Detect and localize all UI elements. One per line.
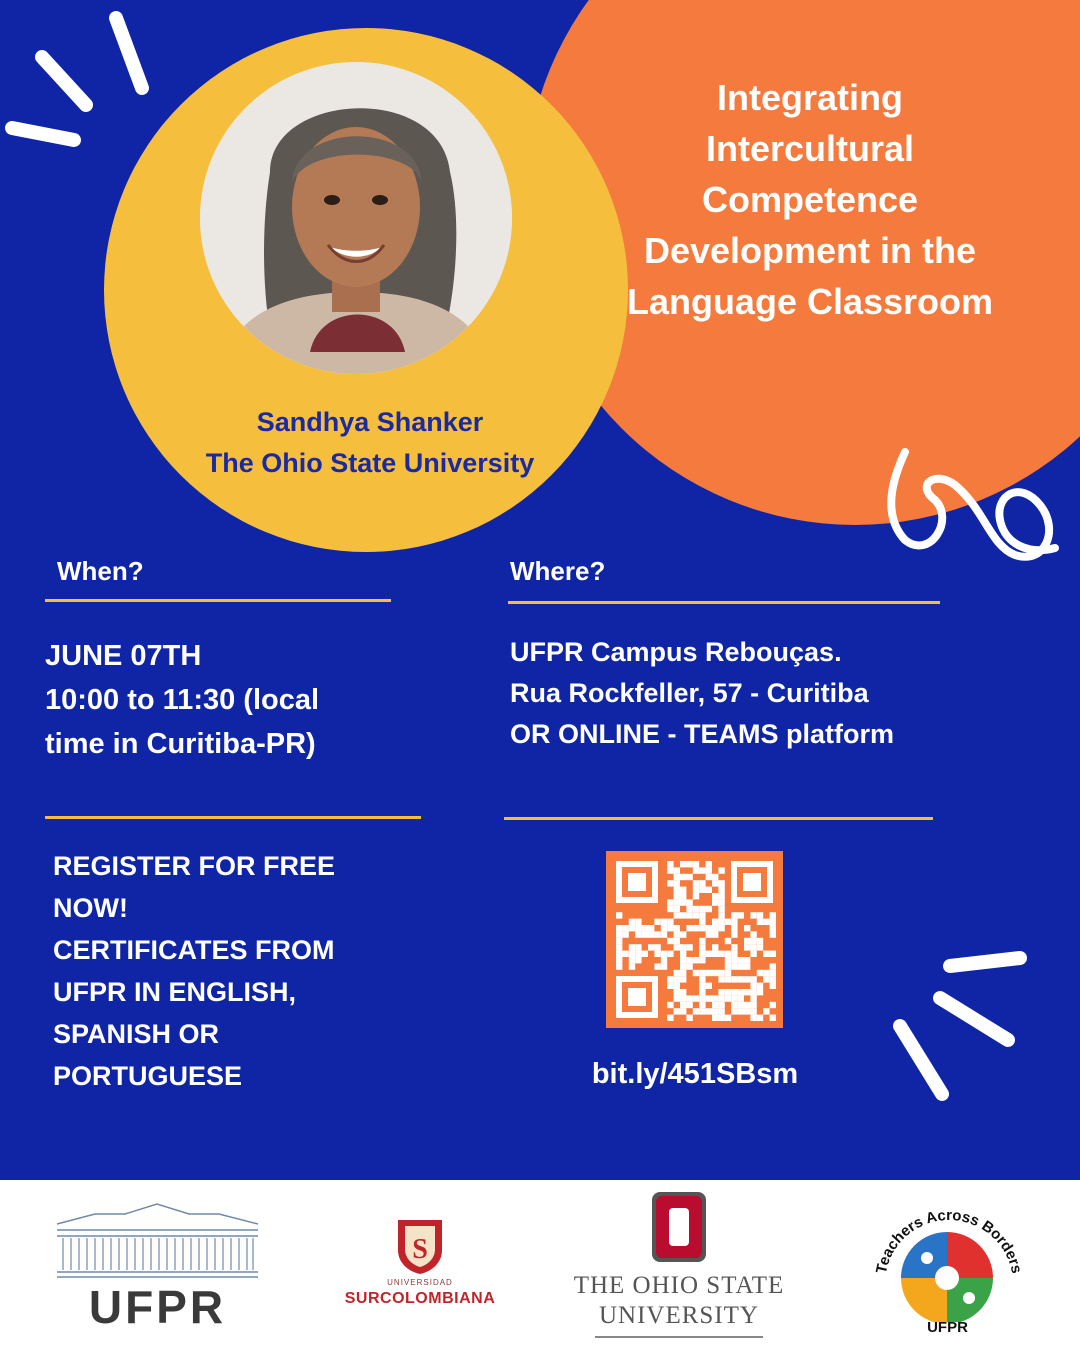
where-divider	[508, 601, 940, 604]
surcolombiana-wordmark: SURCOLOMBIANA	[344, 1290, 496, 1307]
register-line: SPANISH OR	[53, 1019, 220, 1049]
register-line: REGISTER FOR FREE	[53, 851, 336, 881]
speaker-affiliation: The Ohio State University	[205, 448, 535, 478]
where-line: UFPR Campus Rebouças.	[510, 637, 842, 667]
where-line: Rua Rockfeller, 57 - Curitiba	[510, 678, 869, 708]
ufpr-building-logo-icon	[55, 1202, 260, 1282]
where-line: OR ONLINE - TEAMS platform	[510, 719, 894, 749]
talk-title-line: Competence	[701, 179, 919, 220]
bottom-right-stroke-1	[950, 958, 1020, 966]
ufpr-logo	[55, 1202, 260, 1333]
when-divider	[45, 599, 391, 602]
sponsor-logo-bar	[0, 1180, 1080, 1350]
register-line: PORTUGUESE	[53, 1061, 243, 1091]
register-line: UFPR IN ENGLISH,	[53, 977, 297, 1007]
top-left-stroke-1	[116, 18, 142, 88]
when-line: time in Curitiba-PR)	[45, 728, 316, 760]
top-left-stroke-3	[12, 128, 74, 140]
talk-title	[590, 72, 1030, 327]
left-bottom-divider	[45, 816, 421, 819]
surcolombiana-logo	[335, 1216, 505, 1316]
register-line: CERTIFICATES FROM	[53, 935, 335, 965]
ohio-state-logo	[565, 1190, 793, 1340]
talk-title-line: Language Classroom	[626, 281, 994, 322]
ohio-state-wordmark-line2: UNIVERSITY	[599, 1302, 759, 1329]
top-left-stroke-2	[42, 57, 86, 105]
register-line: NOW!	[53, 893, 128, 923]
speaker-portrait-illustration	[200, 62, 512, 374]
speaker-name: Sandhya Shanker	[256, 407, 484, 437]
when-line: JUNE 07TH	[45, 640, 202, 672]
talk-title-line: Development in the	[643, 230, 977, 271]
when-details	[45, 634, 319, 766]
right-bottom-divider	[504, 817, 933, 820]
when-heading: When?	[57, 556, 144, 586]
when-line: 10:00 to 11:30 (local	[45, 684, 320, 716]
speaker-info	[160, 402, 580, 484]
puzzle-globe-icon	[865, 1192, 1030, 1322]
registration-link[interactable]: bit.ly/451SBsm	[591, 1058, 799, 1090]
teachers-across-borders-arc-text: Teachers Across Borders	[872, 1206, 1026, 1276]
bottom-right-stroke-2	[940, 998, 1008, 1040]
svg-text:S: S	[412, 1234, 428, 1265]
ohio-state-wordmark-line1: THE OHIO STATE	[573, 1272, 785, 1299]
ohio-state-underline	[595, 1336, 763, 1338]
where-details	[510, 632, 894, 755]
surcolombiana-shield-icon	[335, 1216, 505, 1276]
ohio-state-block-o-icon	[565, 1190, 793, 1268]
bottom-right-stroke-3	[900, 1026, 942, 1094]
teachers-across-borders-ufpr: UFPR	[927, 1319, 968, 1336]
teachers-across-borders-logo	[865, 1192, 1030, 1347]
surcolombiana-small-text: UNIVERSIDAD	[387, 1278, 453, 1287]
qr-code[interactable]	[606, 851, 783, 1028]
speaker-photo	[200, 62, 512, 374]
where-heading: Where?	[510, 556, 606, 586]
qr-code-pattern	[606, 851, 783, 1028]
register-info	[53, 845, 335, 1097]
talk-title-line: Intercultural	[705, 128, 915, 169]
talk-title-line: Integrating	[717, 77, 903, 118]
ufpr-wordmark: UFPR	[88, 1281, 227, 1333]
